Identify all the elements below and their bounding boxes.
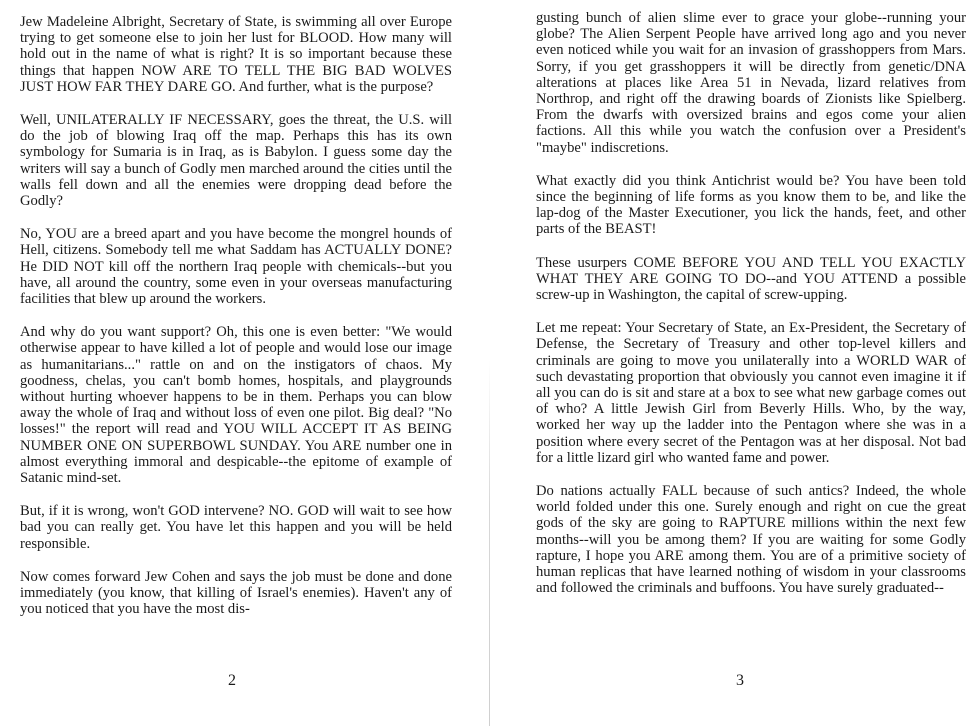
- page-number-left: 2: [228, 672, 236, 689]
- paragraph: No, YOU are a breed apart and you have become the mongrel hounds of Hell, citizens. Somebody tell me what Saddam has ACTUALLY DONE? He DID NOT kill off the northern Iraq people with chemicals--but you have, all around the country, some even in your overseas manufacturing facilities that blew up around the workers.: [20, 226, 452, 308]
- paragraph: And why do you want support? Oh, this one is even better: "We would otherwise appear to have killed a lot of people and would lose our image as humanitarians..." rattle on and on the instigators of chaos. My goodness, chelas, you can't bomb homes, hospitals, and playgrounds without hurting whoever happens to be in them. Perhaps you can blow away the whole of Iraq and without loss of even one pilot. Big deal? "No losses!" the report will read and YOU WILL ACCEPT IT AS BEING NUMBER ONE ON SUPERBOWL SUNDAY. You ARE number one in almost everything immoral and despicable--the epitome of example of Satanic mind-set.: [20, 324, 452, 487]
- paragraph: Well, UNILATERALLY IF NECESSARY, goes the threat, the U.S. will do the job of blowing Iraq off the map. Perhaps this has its own symbology for Sumaria is in Iraq, as is Babylon. I guess some day the writers will say a bunch of Godly men marched around the cities until the walls fell down and all the enemies were dropping dead before the Godly?: [20, 112, 452, 210]
- left-page: [0, 0, 470, 726]
- paragraph: Jew Madeleine Albright, Secretary of State, is swimming all over Europe trying to get someone else to join her lust for BLOOD. How many will hold out in the name of what is right? It is so important because these things that happen NOW ARE TO TELL THE BIG BAD WOLVES JUST HOW FAR THEY DARE GO. And further, what is the purpose?: [20, 14, 452, 95]
- page-number-right: 3: [736, 672, 744, 689]
- paragraph: Let me repeat: Your Secretary of State, an Ex-President, the Secretary of Defense, the Secretary of Treasury and other top-level killers and criminals are going to move you unilaterally into a WORLD WAR of such devastating proportion that obviously you cannot even imagine it if all you can do is sit and stare at a box to see what new garbage comes out of who? A little Jewish Girl from Beverly Hills. Who, by the way, worked her way up the ladder into the Pentagon where she was in a position where every secret of the Pentagon was at her disposal. Not bad for a little lizard girl who wanted fame and power.: [536, 320, 966, 466]
- right-page: [490, 0, 980, 726]
- paragraph: What exactly did you think Antichrist would be? You have been told since the beginning of life forms as you know them to be, and like the lap-dog of the Master Executioner, you lick the hands, feet, and other parts of the BEAST!: [536, 172, 966, 238]
- paragraph: Do nations actually FALL because of such antics? Indeed, the whole world folded under this one. Surely enough and right on cue the great gods of the sky are going to RAPTURE millions within the next few months--will you be among them? If you are waiting for some Godly rapture, I hope you ARE among them. You are of a primitive society of human replicas that have learned nothing of wisdom in your classrooms and followed the criminals and buffoons. You have surely graduated--: [536, 483, 966, 597]
- paragraph: gusting bunch of alien slime ever to grace your globe--running your globe? The Alien Serpent People have arrived long ago and you never even noticed while you wait for an invasion of grasshoppers from Mars. Sorry, if you get grasshoppers it will be directly from genetic/DNA alterations at places like Area 51 in Nevada, lizard relatives from Northrop, and right off the drawing boards of Zionists like Spielberg. From the dwarfs with oversized brains and egos come your alien factions. All this while you watch the confusion over a President's "maybe" indiscretions.: [536, 10, 966, 156]
- paragraph: These usurpers COME BEFORE YOU AND TELL YOU EXACTLY WHAT THEY ARE GOING TO DO--and YOU ATTEND a possible screw-up in Washington, the capital of screw-upping.: [536, 254, 966, 304]
- paragraph: Now comes forward Jew Cohen and says the job must be done and done immediately (you know, that killing of Israel's enemies). Haven't any of you noticed that you have the most dis-: [20, 568, 452, 618]
- paragraph: But, if it is wrong, won't GOD intervene? NO. GOD will wait to see how bad you can really get. You have let this happen and you will be held responsible.: [20, 503, 452, 552]
